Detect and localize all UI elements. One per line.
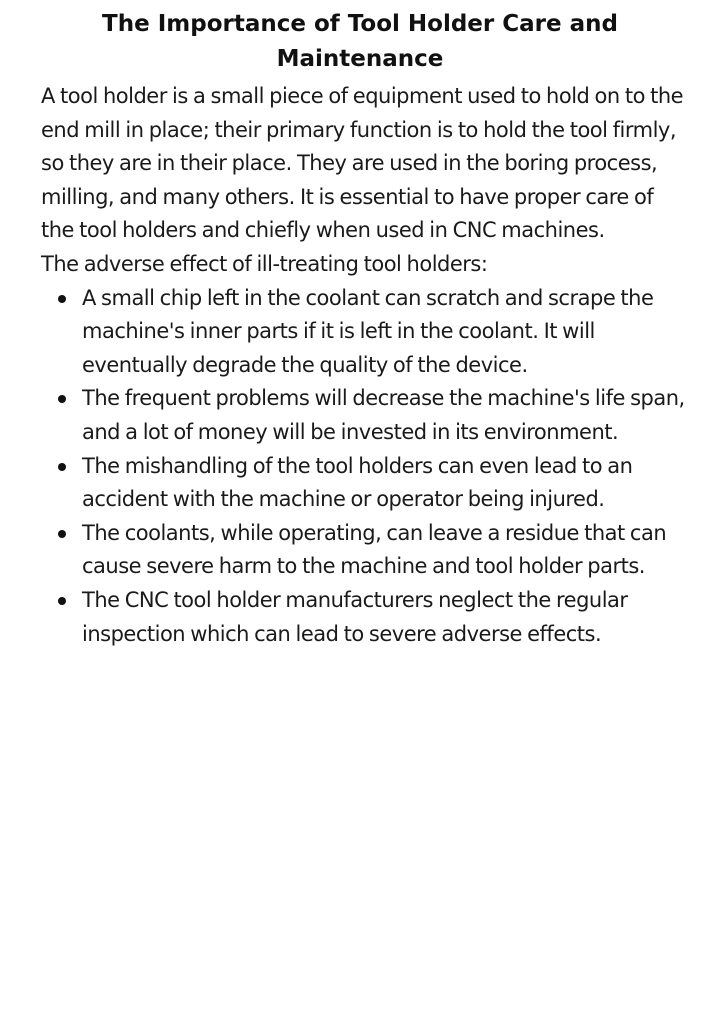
list-item-text: The coolants, while operating, can leave a residue that can cause severe harm to the machine and tool holder parts. xyxy=(82,520,667,579)
document-title: The Importance of Tool Holder Care and Maintenance xyxy=(102,11,618,72)
list-item xyxy=(41,450,691,517)
list-item xyxy=(41,282,691,383)
intro-paragraph: A tool holder is a small piece of equipment used to hold on to the end mill in place; their primary function is to hold the tool firmly, so they are in their place. They are used in the boring process, milling, and many others. It is essential to have proper care of the tool holders and chiefly when used in CNC machines. xyxy=(41,84,684,243)
list-item xyxy=(41,584,691,651)
list-item xyxy=(41,382,691,449)
bullet-dot-icon xyxy=(58,463,66,471)
bullet-dot-icon xyxy=(58,395,66,403)
list-item-text: The frequent problems will decrease the machine's life span, and a lot of money will be invested in its environment. xyxy=(82,386,685,444)
document-body xyxy=(41,80,691,651)
adverse-effects-list xyxy=(41,282,691,652)
list-item-text: The mishandling of the tool holders can even lead to an accident with the machine or operator being injured. xyxy=(82,453,633,512)
list-item-text: The CNC tool holder manufacturers neglect the regular inspection which can lead to severe adverse effects. xyxy=(82,587,628,646)
list-item-text: A small chip left in the coolant can scratch and scrape the machine's inner parts if it is left in the coolant. It will eventually degrade the quality of the device. xyxy=(82,285,654,377)
bullet-dot-icon xyxy=(58,530,66,538)
bullet-dot-icon xyxy=(58,597,66,605)
list-item xyxy=(41,517,691,584)
bullet-dot-icon xyxy=(58,295,66,303)
list-heading: The adverse effect of ill-treating tool holders: xyxy=(41,251,488,276)
